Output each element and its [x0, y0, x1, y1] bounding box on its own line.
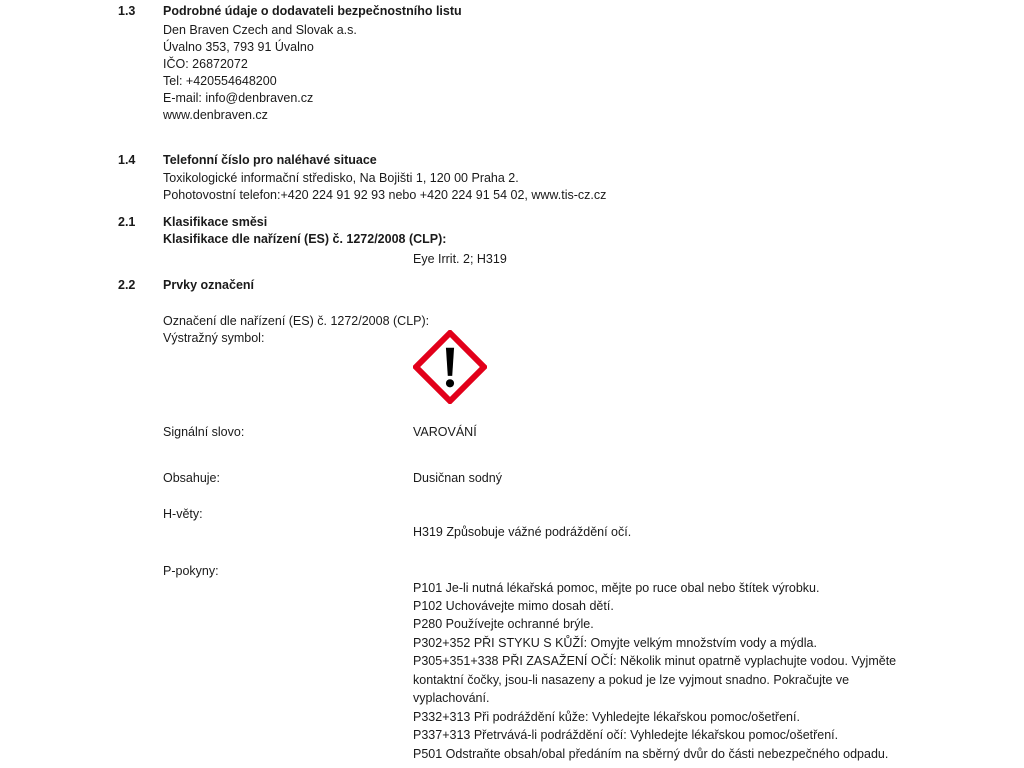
supplier-email: E-mail: info@denbraven.cz: [163, 91, 314, 105]
p-statement: P102 Uchovávejte mimo dosah dětí.: [413, 599, 614, 613]
p-statement: P501 Odstraňte obsah/obal předáním na sběrný dvůr do části nebezpečného odpadu.: [413, 747, 889, 761]
section-number-2-2: 2.2: [118, 278, 136, 292]
p-statement: P280 Používejte ochranné brýle.: [413, 617, 594, 631]
p-statement-continued: vyplachování.: [413, 691, 490, 705]
p-statements-label: P-pokyny:: [163, 564, 219, 578]
contains-label: Obsahuje:: [163, 471, 220, 485]
p-statement: P302+352 PŘI STYKU S KŮŽÍ: Omyjte velkým množstvím vody a mýdla.: [413, 636, 817, 650]
p-statement-continued: kontaktní čočky, jsou-li nasazeny a pokud je lze vyjmout snadno. Pokračujte ve: [413, 673, 850, 687]
signal-word-value: VAROVÁNÍ: [413, 425, 477, 439]
supplier-line: Úvalno 353, 793 91 Úvalno: [163, 40, 314, 54]
section-number-1-4: 1.4: [118, 153, 136, 167]
contains-value: Dusičnan sodný: [413, 471, 502, 485]
signal-word-label: Signální slovo:: [163, 425, 245, 439]
supplier-website: www.denbraven.cz: [163, 108, 268, 122]
section-number-2-1: 2.1: [118, 215, 136, 229]
section-heading-classification: Klasifikace směsi: [163, 215, 268, 229]
p-statement: P337+313 Přetrvává-li podráždění očí: Vyhledejte lékařskou pomoc/ošetření.: [413, 728, 839, 742]
exclamation-mark-icon: [413, 330, 487, 404]
section-heading-supplier: Podrobné údaje o dodavateli bezpečnostního listu: [163, 4, 462, 18]
p-statement: P305+351+338 PŘI ZASAŽENÍ OČÍ: Několik minut opatrně vyplachujte vodou. Vyjměte: [413, 654, 897, 668]
emergency-line: Pohotovostní telefon:+420 224 91 92 93 nebo +420 224 91 54 02, www.tis-cz.cz: [163, 188, 607, 202]
section-number-1-3: 1.3: [118, 4, 136, 18]
p-statement: P332+313 Při podráždění kůže: Vyhledejte lékařskou pomoc/ošetření.: [413, 710, 800, 724]
warning-symbol-label: Výstražný symbol:: [163, 331, 265, 345]
p-statement: P101 Je-li nutná lékařská pomoc, mějte po ruce obal nebo štítek výrobku.: [413, 581, 820, 595]
supplier-line: IČO: 26872072: [163, 57, 248, 71]
supplier-line: Tel: +420554648200: [163, 74, 277, 88]
section-heading-emergency-phone: Telefonní číslo pro naléhavé situace: [163, 153, 377, 167]
supplier-line: Den Braven Czech and Slovak a.s.: [163, 23, 357, 37]
h-statement: H319 Způsobuje vážné podráždění očí.: [413, 525, 632, 539]
regulation-label: Označení dle nařízení (ES) č. 1272/2008 (CLP):: [163, 314, 430, 328]
classification-subheading: Klasifikace dle nařízení (ES) č. 1272/2008 (CLP):: [163, 232, 447, 246]
emergency-line: Toxikologické informační středisko, Na Bojišti 1, 120 00 Praha 2.: [163, 171, 519, 185]
classification-value: Eye Irrit. 2; H319: [413, 252, 507, 266]
h-statements-label: H-věty:: [163, 507, 203, 521]
section-heading-label-elements: Prvky označení: [163, 278, 255, 292]
